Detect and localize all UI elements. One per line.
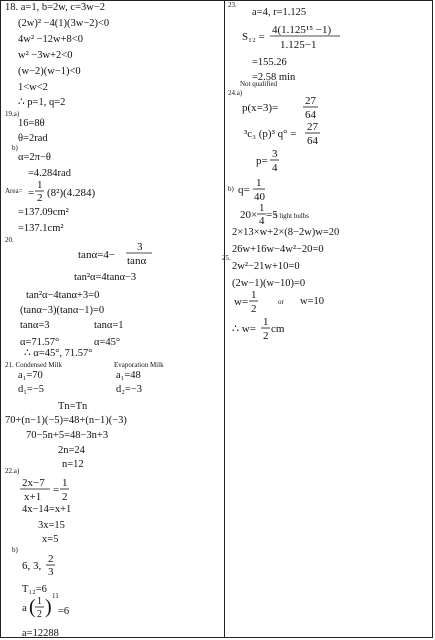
left-column-line: a₁=48 (116, 370, 141, 381)
area-half-num: 1 (37, 179, 43, 191)
left-column-line: =137.09cm² (18, 207, 69, 218)
bulb-equation (240, 202, 278, 227)
left-column-line: 19.a) (5, 110, 20, 118)
left-column-line: Tn=Tn (58, 401, 88, 412)
left-column-line: 20. (5, 236, 14, 244)
seq-terms: 6, 3, (22, 560, 42, 572)
left-column-line: =6 (58, 606, 70, 617)
q22a-eq: = (53, 484, 60, 496)
wcm-lhs: ∴ w= (232, 323, 256, 335)
pp-lhs: p= (256, 155, 268, 167)
left-column-line: tan²α−4tanα+3=0 (26, 290, 100, 301)
d-prefix: a (22, 602, 27, 614)
q-lhs: q= (238, 184, 250, 196)
w-den: 2 (251, 303, 257, 315)
left-column-line: =4.284rad (28, 168, 71, 179)
left-column-line: 18. a=1, b=2w, c=3w−2 (5, 2, 105, 13)
w-lhs: w= (234, 296, 249, 308)
right-column-line: =155.26 (252, 57, 287, 68)
binomial-equation (244, 121, 320, 147)
s12-lhs: S₁₂ = (242, 31, 265, 43)
wcm-unit: cm (271, 323, 285, 335)
area-half-den: 2 (37, 192, 43, 204)
left-column-line: b) (12, 144, 18, 152)
right-column-line: 25. (222, 254, 231, 262)
q22a-equation (20, 477, 69, 503)
s12-equation (242, 24, 340, 51)
left-column-line: 22.a) (5, 467, 20, 475)
c-lhs: ³c₃ (p)³ q° = (244, 128, 297, 140)
left-column-line: 70−5n+5=48−3n+3 (26, 430, 109, 441)
left-column-line: Evaporation Milk (114, 361, 164, 369)
bulb-lhs: 20× (240, 209, 258, 221)
left-column-line: 3x=15 (38, 520, 65, 531)
area-prefix: = (28, 187, 35, 199)
pp-den: 4 (272, 162, 278, 174)
right-paren: ) (45, 596, 52, 618)
p-equation (242, 95, 318, 121)
right-column-line: or (278, 298, 284, 306)
right-column-line: 24.a) (228, 89, 243, 97)
right-column-line: 2×13×w+2×(8−2w)w=20 (232, 227, 340, 238)
q22a-den: x+1 (24, 491, 42, 503)
seq-num: 2 (48, 553, 54, 565)
left-column-line: 2n=24 (58, 445, 85, 456)
right-column-line: a=4, r=1.125 (252, 7, 307, 18)
left-column-line: 4w² −12w+8<0 (18, 34, 83, 45)
left-column-line: (tanα−3)(tanα−1)=0 (20, 305, 105, 316)
left-column-line: b) (12, 546, 18, 554)
left-column-line: ∴ p=1, q=2 (18, 97, 66, 108)
left-column-line: w² −3w+2<0 (18, 50, 73, 61)
p-result (256, 148, 279, 174)
q22a-rnum: 1 (62, 477, 68, 489)
bulb-den: 4 (259, 215, 265, 227)
p-num: 27 (305, 95, 316, 107)
left-column-line: tanα=3 (20, 320, 50, 331)
left-column-line: 4x−14=x+1 (22, 504, 72, 515)
w-half (234, 289, 258, 315)
q22b-equation (22, 592, 59, 620)
right-column-line: Not qualified (240, 80, 278, 88)
left-column-line: d₂=−3 (116, 384, 143, 395)
left-column-line: (2w)² −4(1)(3w−2)<0 (18, 18, 110, 29)
tan-num: 3 (137, 241, 143, 253)
left-column-line: a₁=70 (18, 370, 43, 381)
right-column-line: 23. (228, 1, 237, 9)
q-den: 40 (254, 191, 265, 203)
c-num: 27 (307, 121, 318, 133)
area-equation (28, 179, 96, 204)
tan-den: tanα (127, 255, 147, 267)
left-column-line: 1<w<2 (18, 82, 48, 93)
d-den: 2 (37, 609, 42, 620)
q-num: 1 (256, 177, 262, 189)
d-exp: 11 (52, 592, 59, 600)
p-den: 64 (305, 109, 316, 121)
left-column-line: ∴ α=45°, 71.57° (24, 348, 93, 359)
q-result (238, 177, 266, 203)
left-column-line: tan²α=4tanα−3 (74, 272, 137, 283)
right-column-line: 5 light bulbs (274, 212, 310, 220)
wcm-den: 2 (263, 330, 269, 342)
tan-lhs: tanα=4− (78, 249, 116, 261)
d-num: 1 (37, 596, 42, 607)
right-column-line: 26w+16w−4w²−20=0 (232, 244, 324, 255)
left-column-line: 16=8θ (18, 118, 45, 129)
left-column-line: T₁₂=6 (22, 584, 47, 595)
w-cm (232, 316, 285, 342)
w-num: 1 (251, 289, 257, 301)
left-column-line: α=2π−θ (18, 152, 51, 163)
left-column-line: n=12 (62, 459, 84, 470)
left-column-line: θ=2rad (18, 133, 48, 144)
right-column-line: b) (228, 185, 234, 193)
left-paren: ( (29, 596, 36, 618)
left-column-line: x=5 (42, 534, 59, 545)
left-column-line: α=71.57° (20, 337, 60, 348)
left-column-line: (w−2)(w−1)<0 (18, 66, 81, 77)
right-column-line: 2w²−21w+10=0 (232, 261, 300, 272)
p-lhs: p(x=3)= (242, 102, 279, 114)
right-column-line: w=10 (300, 296, 325, 307)
bulb-num: 1 (259, 202, 265, 214)
left-column-line: 21. Condensed Milk (5, 361, 62, 369)
q22a-rden: 2 (62, 491, 68, 503)
right-column-line: =2.58 min (252, 72, 296, 83)
left-column-line: α=45° (94, 337, 121, 348)
right-column-line: (2w−1)(w−10)=0 (232, 278, 306, 289)
bulb-eq: =5 (266, 209, 278, 221)
q22b-sequence (22, 553, 55, 578)
s12-den: 1.125−1 (280, 39, 317, 51)
left-column-line: Area= (5, 187, 23, 195)
left-column-line: a=12288 (22, 628, 59, 639)
left-column-line: 70+(n−1)(−5)=48+(n−1)(−3) (5, 415, 127, 426)
left-column-line: =137.1cm² (18, 223, 64, 234)
left-column-line: tanα=1 (94, 320, 124, 331)
left-column-line: d₁=−5 (18, 384, 45, 395)
s12-num: 4(1.125¹⁵ −1) (272, 24, 332, 36)
tan-equation (78, 241, 152, 267)
wcm-num: 1 (263, 316, 269, 328)
c-den: 64 (307, 135, 318, 147)
q22a-num: 2x−7 (22, 477, 45, 489)
seq-den: 3 (48, 566, 54, 578)
area-rest: (8²)(4.284) (47, 187, 96, 199)
pp-num: 3 (272, 148, 278, 160)
